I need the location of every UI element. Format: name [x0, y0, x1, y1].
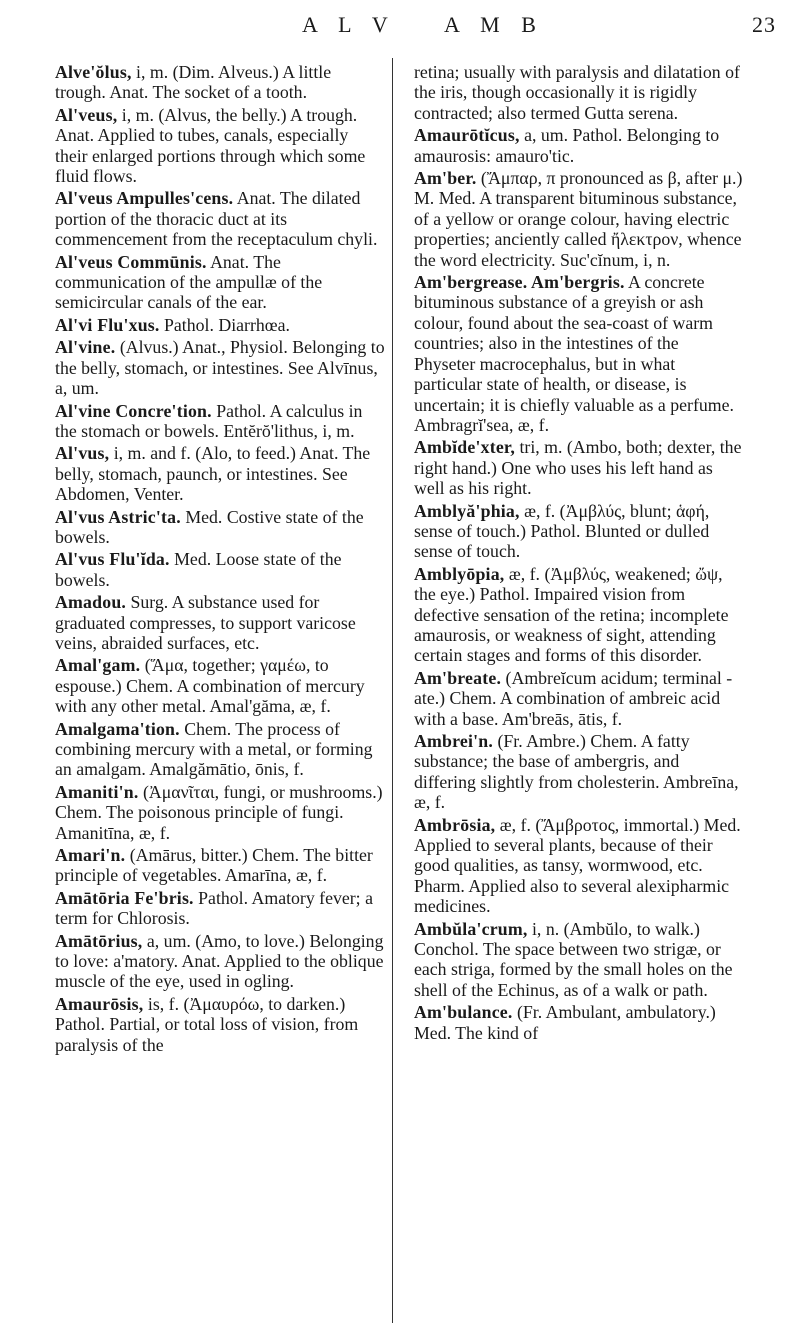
- dictionary-entry: [55, 188, 385, 249]
- entry-definition: (Ἅμα, together; γαμέω, to espouse.) Chem. A combination of mercury with any other metal. Amal'găma, æ, f.: [55, 655, 365, 717]
- entry-definition: (Fr. Ambulant, ambulatory.) Med. The kind of: [414, 1002, 716, 1043]
- entry-definition: æ, f. (Ἀμβλύς, blunt; ἁφή, sense of touch.) Pathol. Blunted or dulled sense of touch.: [414, 500, 710, 562]
- entry-headword: Al'veus Ampulles'cens.: [55, 188, 234, 209]
- entry-headword: Amātōria Fe'bris.: [55, 887, 194, 908]
- dictionary-entry: [414, 815, 744, 917]
- dictionary-entry: [414, 125, 744, 166]
- entry-headword: Am'bulance.: [414, 1002, 513, 1023]
- entry-headword: Amalgama'tion.: [55, 718, 180, 739]
- entry-definition: Med. Loose state of the bowels.: [55, 549, 342, 590]
- entry-definition: Pathol. A calculus in the stomach or bowels. Entĕrŏ'lithus, i, m.: [55, 400, 363, 441]
- entry-definition: i, m. and f. (Alo, to feed.) Anat. The belly, stomach, paunch, or intestines. See Abdomen, Venter.: [55, 443, 371, 505]
- entry-headword: Al'vine.: [55, 337, 116, 358]
- entry-headword: Amari'n.: [55, 845, 126, 866]
- dictionary-entry: [414, 1002, 744, 1043]
- entry-definition: i, m. (Dim. Alveus.) A little trough. Anat. The socket of a tooth.: [55, 62, 332, 103]
- entry-definition: (Ambreĭcum acidum; terminal -ate.) Chem. A combination of ambreic acid with a base. Am'breās, ātis, f.: [414, 667, 733, 729]
- entry-definition: Anat. The communication of the ampullæ of the semicircular canals of the ear.: [55, 251, 323, 313]
- left-column: [55, 62, 385, 1057]
- column-divider: [392, 58, 393, 1323]
- dictionary-entry: [55, 994, 385, 1055]
- dictionary-entry: [55, 719, 385, 780]
- entry-definition: Med. Costive state of the bowels.: [55, 506, 364, 547]
- entry-headword: Ambrei'n.: [414, 731, 494, 751]
- entry-headword: Amadou.: [55, 592, 127, 613]
- dictionary-entry: [55, 401, 385, 442]
- entry-definition: (Alvus.) Anat., Physiol. Belonging to the belly, stomach, or intestines. See Alvīnus, a, um.: [55, 337, 385, 399]
- entry-headword: Am'bergrease. Am'bergris.: [414, 272, 625, 293]
- page-number: 23: [752, 12, 776, 37]
- dictionary-entry: [55, 252, 385, 313]
- dictionary-entry: [414, 62, 744, 123]
- entry-headword: Al'veus Commūnis.: [55, 251, 207, 272]
- right-column: [414, 62, 744, 1045]
- dictionary-entry: [414, 272, 744, 435]
- entry-headword: Amātōrius,: [55, 930, 143, 951]
- entry-definition: i, m. (Alvus, the belly.) A trough. Anat. Applied to tubes, canals, especially their enlarged portions through which some fluid flows.: [55, 104, 366, 187]
- entry-headword: Amaurōtĭcus,: [414, 125, 520, 146]
- dictionary-entry: [55, 105, 385, 187]
- entry-headword: Al'vi Flu'xus.: [55, 314, 160, 335]
- dictionary-entry: [55, 549, 385, 590]
- dictionary-entry: [55, 62, 385, 103]
- dictionary-entry: [414, 731, 744, 813]
- entry-definition: (Ἄμπαρ, π pronounced as β, after μ.) M. Med. A transparent bituminous substance, of a yellow or orange colour, having electric properties; anciently called ἤλεκτρον, whence the word electricity. Suc'cĭnum, i, n.: [414, 168, 743, 270]
- entry-definition: Pathol. Amatory fever; a term for Chlorosis.: [55, 887, 373, 929]
- entry-headword: Amaniti'n.: [55, 781, 139, 802]
- dictionary-entry: [414, 668, 744, 729]
- entry-definition: tri, m. (Ambo, both; dexter, the right hand.) One who uses his left hand as well as his right.: [414, 437, 742, 499]
- dictionary-entry: [55, 655, 385, 716]
- entry-headword: Alve'ŏlus,: [55, 62, 132, 82]
- entry-definition: Anat. The dilated portion of the thoracic duct at its commencement from the receptaculum chyli.: [55, 188, 378, 250]
- guide-word-right: A M B: [444, 12, 544, 37]
- entry-definition: i, n. (Ambŭlo, to walk.) Conchol. The space between two strigæ, or each striga, formed by the small holes on the shell of the Echinus, as of a walk or path.: [414, 918, 733, 1000]
- entry-headword: Al'vine Concre'tion.: [55, 400, 212, 421]
- dictionary-entry: [55, 888, 385, 929]
- dictionary-entry: [414, 501, 744, 562]
- dictionary-entry: [55, 315, 385, 335]
- entry-headword: Am'ber.: [414, 168, 477, 189]
- dictionary-entry: [55, 931, 385, 992]
- entry-headword: Al'vus Astric'ta.: [55, 506, 181, 527]
- dictionary-entry: [414, 437, 744, 498]
- dictionary-entry: [414, 919, 744, 1001]
- entry-headword: Al'veus,: [55, 104, 118, 125]
- entry-definition: (Ἀμανῖται, fungi, or mushrooms.) Chem. The poisonous principle of fungi. Amanitīna, æ, f.: [55, 781, 383, 843]
- entry-headword: Amblyōpia,: [414, 563, 505, 584]
- entry-headword: Ambĭde'xter,: [414, 437, 516, 458]
- dictionary-entry: [55, 782, 385, 843]
- running-header: [0, 0, 800, 40]
- dictionary-entry: [55, 592, 385, 653]
- dictionary-entry: [55, 845, 385, 886]
- entry-headword: Amal'gam.: [55, 655, 141, 676]
- entry-definition: A concrete bituminous substance of a greyish or ash colour, found about the sea-coast of warm countries; also in the intestines of the Physeter macrocephalus, but in what particular state of health, or disease, is uncertain; it is chiefly valuable as a perfume. Ambragrĭ'sea, æ, f.: [414, 272, 734, 435]
- entry-definition: (Fr. Ambre.) Chem. A fatty substance; the base of ambergris, and differing slightly from cholesterin. Ambreīna, æ, f.: [414, 731, 739, 813]
- entry-headword: Amblyă'phia,: [414, 500, 520, 521]
- dictionary-entry: [55, 337, 385, 398]
- entry-definition: (Amārus, bitter.) Chem. The bitter principle of vegetables. Amarīna, æ, f.: [55, 845, 373, 886]
- entry-definition: Chem. The process of combining mercury with a metal, or forming an amalgam. Amalgămātio, ōnis, f.: [55, 718, 373, 780]
- guide-word-left: A L V: [302, 12, 396, 37]
- entry-headword: Ambŭla'crum,: [414, 918, 528, 939]
- dictionary-entry: [55, 443, 385, 504]
- entry-headword: Al'vus Flu'ĭda.: [55, 549, 170, 570]
- entry-headword: Al'vus,: [55, 443, 110, 464]
- entry-definition: æ, f. (Ἀμβλύς, weakened; ὤψ, the eye.) Pathol. Impaired vision from defective sensation of the retina; incomplete amaurosis, or weakness of sight, attending certain stages and forms of this disorder.: [414, 563, 729, 666]
- dictionary-entry: [414, 168, 744, 270]
- dictionary-entry: [414, 564, 744, 666]
- entry-headword: Ambrōsia,: [414, 814, 496, 835]
- entry-definition: Pathol. Diarrhœa.: [159, 314, 290, 335]
- dictionary-entry: [55, 507, 385, 548]
- entry-definition: Surg. A substance used for graduated compresses, to support varicose veins, abraided surfaces, etc.: [55, 592, 356, 653]
- entry-definition: is, f. (Ἀμαυρόω, to darken.) Pathol. Partial, or total loss of vision, from paralysis of the: [55, 993, 359, 1055]
- entry-definition: a, um. (Amo, to love.) Belonging to love: a'matory. Anat. Applied to the oblique muscle of the eye, used in ogling.: [55, 930, 384, 992]
- entry-definition: æ, f. (Ἄμβροτος, immortal.) Med. Applied to several plants, because of their good qualities, as tansy, wormwood, etc. Pharm. Applied also to several alexipharmic medicines.: [414, 814, 741, 917]
- entry-definition: retina; usually with paralysis and dilatation of the iris, though occasionally it is rigidly contracted; also termed Gutta serena.: [414, 62, 740, 123]
- entry-definition: a, um. Pathol. Belonging to amaurosis: amauro'tic.: [414, 125, 720, 166]
- entry-headword: Amaurōsis,: [55, 993, 144, 1014]
- entry-headword: Am'breate.: [414, 667, 502, 688]
